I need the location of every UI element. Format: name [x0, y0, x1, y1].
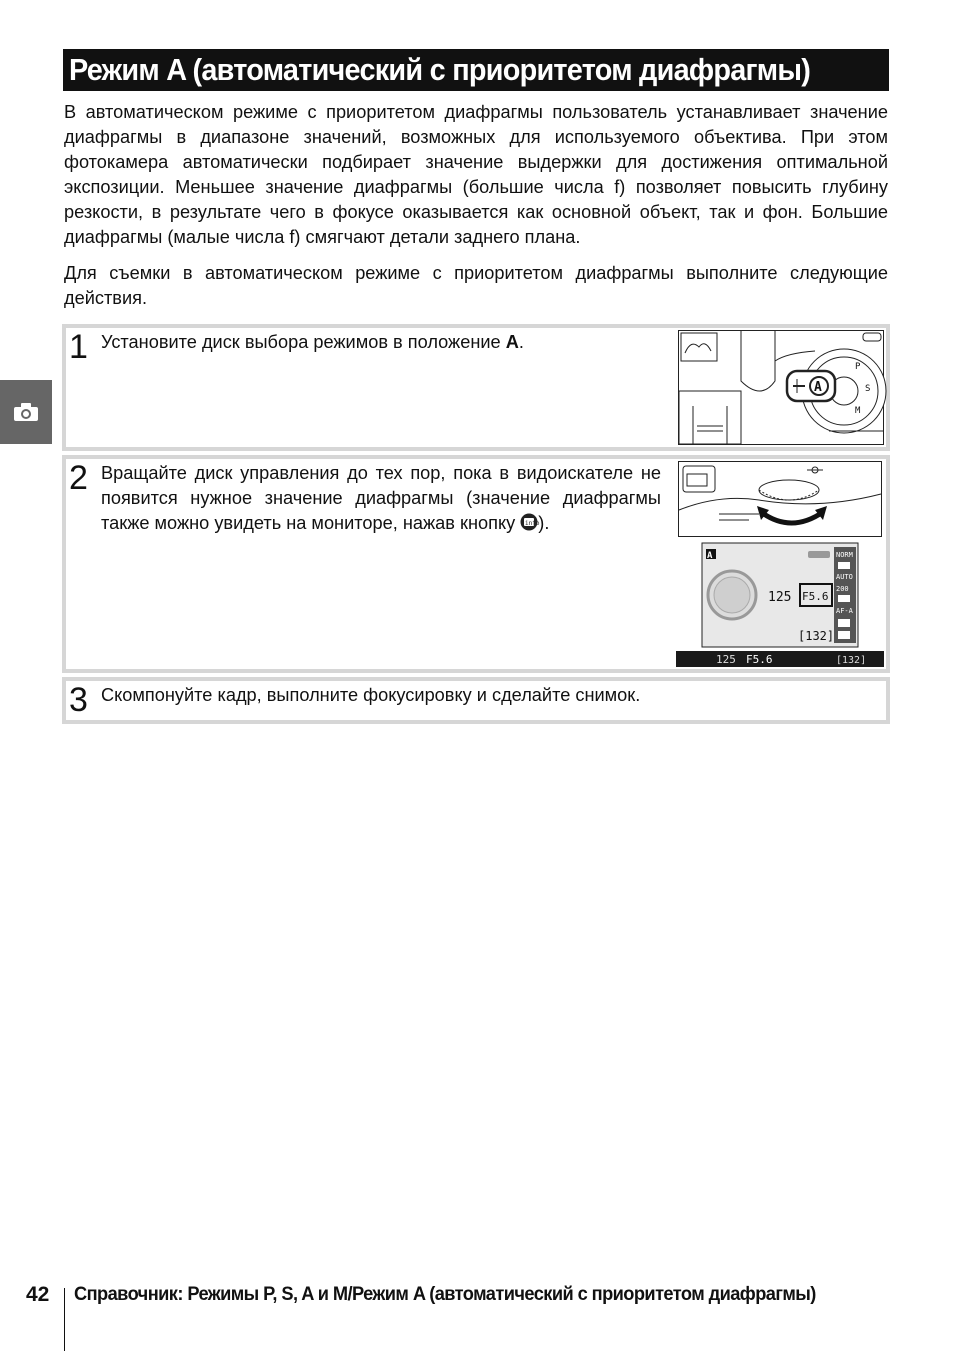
mode-dial-illustration	[678, 330, 884, 445]
viewfinder-aperture: F5.6	[746, 653, 773, 666]
footer-breadcrumb: Справочник: Режимы P, S, A и M/Режим A (автоматический с приоритетом диафрагмы)	[74, 1284, 816, 1305]
svg-text:info: info	[525, 520, 540, 527]
step-number: 2	[69, 459, 88, 497]
svg-text:A: A	[814, 380, 822, 395]
monitor-and-viewfinder-illustration	[676, 543, 884, 668]
step-text: Скомпонуйте кадр, выполните фокусировку и сделайте снимок.	[101, 685, 641, 705]
step-3	[62, 677, 890, 724]
viewfinder-frames: [132]	[836, 655, 867, 666]
monitor-frames: [132]	[798, 629, 835, 643]
intro-paragraph-2: Для съемки в автоматическом режиме с приоритетом диафрагмы выполните следующие действия.	[64, 263, 888, 308]
step-number: 3	[69, 681, 88, 719]
monitor-aperture: F5.6	[802, 590, 829, 603]
svg-text:S: S	[865, 384, 871, 394]
page-number: 42	[26, 1283, 50, 1306]
monitor-label-norm: NORM	[836, 551, 853, 559]
camera-icon	[13, 402, 39, 422]
svg-text:M: M	[855, 406, 861, 416]
viewfinder-shutter: 125	[716, 653, 736, 666]
monitor-shutter: 125	[768, 590, 792, 605]
monitor-label-auto: AUTO	[836, 573, 853, 581]
step-text: Установите диск выбора режимов в положение A.	[101, 332, 524, 352]
monitor-label-af: AF-A	[836, 607, 853, 615]
footer-divider	[64, 1288, 65, 1351]
command-dial-illustration	[678, 461, 882, 537]
section-tab	[0, 380, 52, 444]
page-title-bar	[63, 49, 889, 91]
svg-text:P: P	[855, 362, 861, 372]
intro-paragraph-1: В автоматическом режиме с приоритетом диафрагмы пользователь устанавливает значение диафрагмы в диапазоне значений, возможных для используемого объектива. При этом фотокамера автоматически подбирает значение выдержки для достижения оптимальной экспозиции. Меньшее значение диафрагмы (большие числа f) позволяет повысить глубину резкости, в результате чего в фокусе оказывается как основной объект, так и фон. Большие диафрагмы (малые числа f) смягчают детали заднего плана.	[64, 102, 888, 247]
step-number: 1	[69, 328, 88, 366]
info-button-icon	[520, 513, 538, 531]
page-title: Режим A (автоматический с приоритетом диафрагмы)	[69, 52, 811, 87]
step-1	[62, 324, 890, 451]
monitor-mode: A	[707, 551, 713, 561]
step-text: Вращайте диск управления до тех пор, пока в видоискателе не появится нужное значение диафрагмы (значение диафрагмы также можно увидеть на мониторе, нажав кнопку info ).	[101, 463, 661, 533]
step-2	[62, 455, 890, 673]
monitor-label-iso: 200	[836, 585, 849, 593]
